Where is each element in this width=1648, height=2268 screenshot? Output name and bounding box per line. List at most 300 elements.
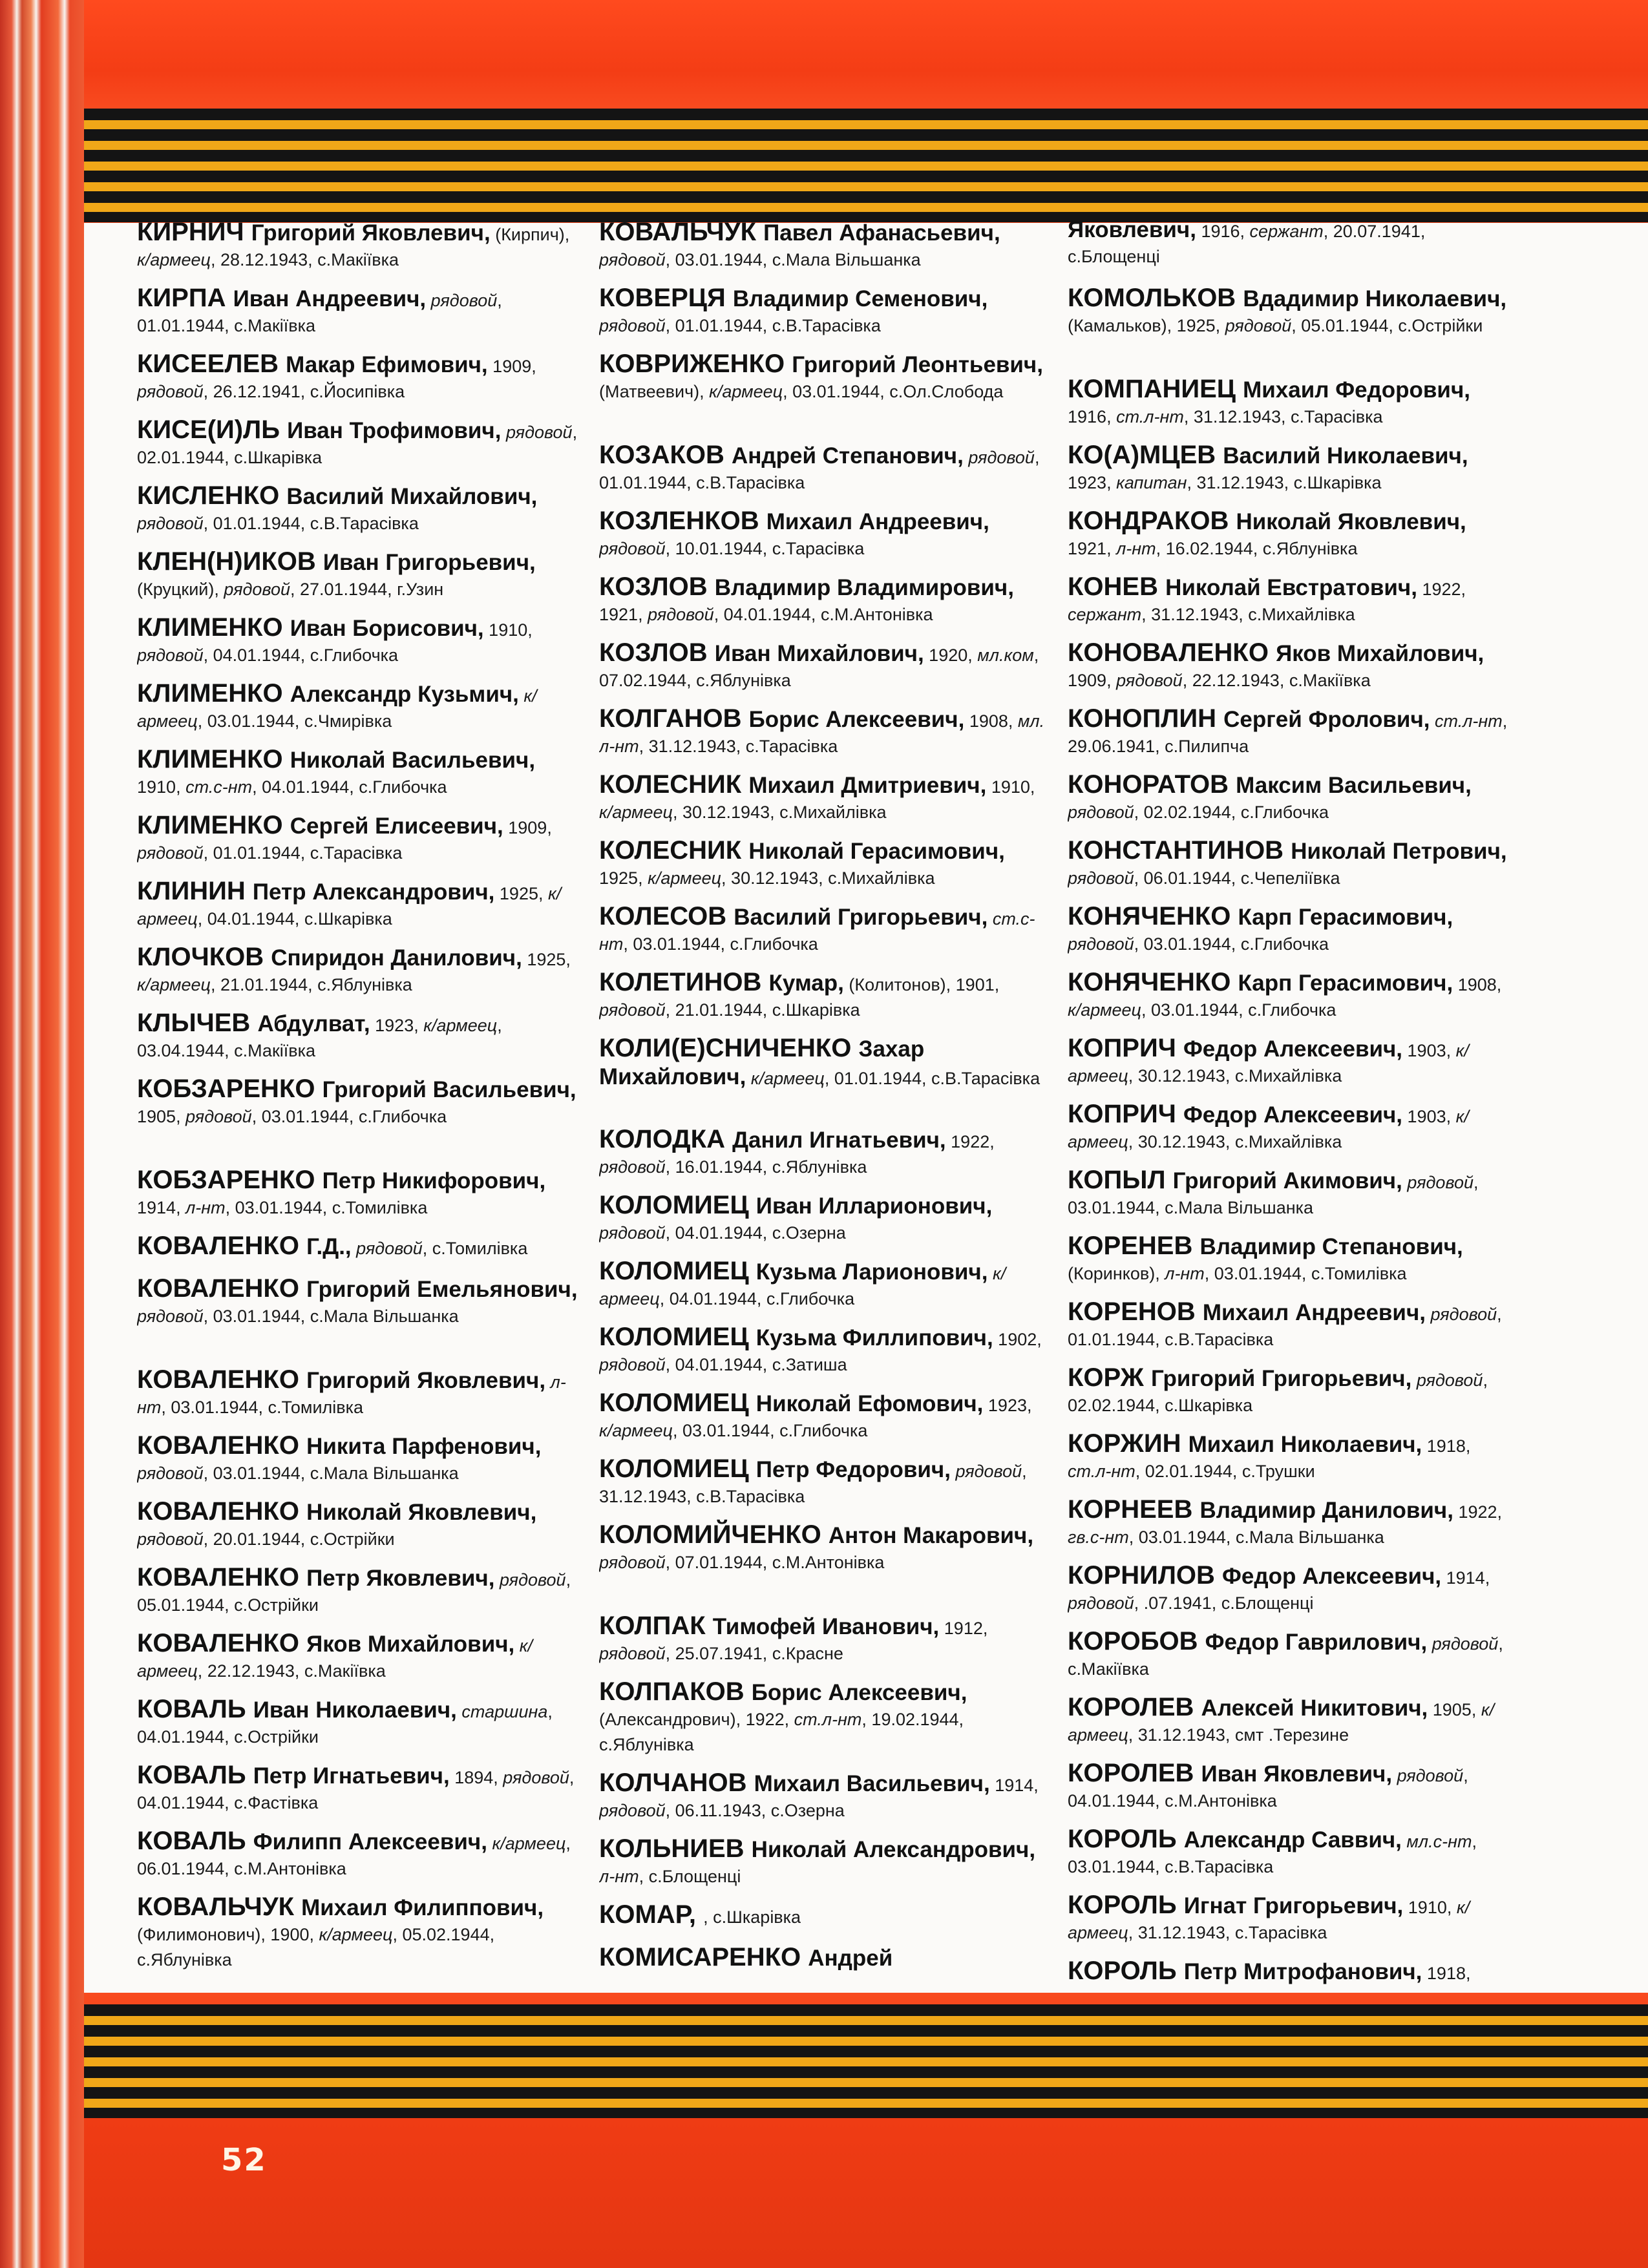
given-names: Михаил Николаевич, xyxy=(1188,1432,1422,1457)
list-item xyxy=(599,1833,1045,1887)
person-details: 1909, рядовой, 01.01.1944, с.Тарасівка xyxy=(137,818,552,863)
list-item xyxy=(599,967,1045,1021)
person-details: рядовой, 01.01.1944, с.В.Тарасівка xyxy=(599,448,1040,492)
person-name xyxy=(137,350,488,378)
column-1 xyxy=(137,216,583,1982)
given-names: Никита Парфенович, xyxy=(306,1434,542,1459)
surname: КЛИМЕНКО xyxy=(137,613,290,642)
list-item xyxy=(599,571,1045,625)
person-name xyxy=(1068,217,1196,242)
person-name xyxy=(1068,1429,1422,1458)
person-details: 1902, рядовой, 04.01.1944, с.Затиша xyxy=(599,1330,1042,1374)
person-name xyxy=(137,811,503,839)
given-names: Григорий Емельянович, xyxy=(306,1277,578,1302)
list-item xyxy=(137,1164,583,1219)
list-item xyxy=(137,1273,583,1352)
list-item xyxy=(1068,1164,1514,1219)
person-name xyxy=(137,1563,495,1591)
list-item xyxy=(1068,571,1514,625)
person-name xyxy=(1068,1166,1402,1194)
person-name xyxy=(1068,968,1453,996)
person-details: 1909, рядовой, 22.12.1943, с.Макіївка xyxy=(1068,671,1371,690)
person-name xyxy=(137,679,519,708)
list-item xyxy=(599,1676,1045,1756)
person-name xyxy=(137,1431,542,1460)
surname: КОРЖ xyxy=(1068,1363,1151,1392)
surname: КОМАР, xyxy=(599,1900,704,1929)
surname: КО(А)МЦЕВ xyxy=(1068,441,1223,469)
person-details: к/армеец, 01.01.1944, с.В.Тарасівка xyxy=(750,1069,1041,1088)
person-details: 1905, рядовой, 03.01.1944, с.Глибочка xyxy=(137,1107,447,1126)
list-item xyxy=(1068,1823,1514,1878)
given-names: Андрей Степанович, xyxy=(732,443,964,468)
surname: КОВАЛЬЧУК xyxy=(137,1893,302,1921)
surname: КОЛОМИЙЧЕНКО xyxy=(599,1520,829,1549)
person-name xyxy=(137,547,536,576)
surname: КЛОЧКОВ xyxy=(137,943,271,971)
given-names: Кузьма Ларионович, xyxy=(755,1259,988,1285)
person-details: 1918, xyxy=(1422,1964,1471,1983)
person-name xyxy=(137,284,427,312)
given-names: Николай Герасимович, xyxy=(748,839,1005,864)
list-item xyxy=(1068,901,1514,955)
st-george-ribbon-top xyxy=(0,109,1648,222)
person-name xyxy=(137,1009,370,1037)
person-name xyxy=(599,572,1014,601)
person-details: 1914, л-нт, 03.01.1944, с.Томилівка xyxy=(137,1198,428,1217)
surname: КОНСТАНТИНОВ xyxy=(1068,836,1291,865)
list-item xyxy=(137,744,583,798)
surname: КЛИМЕНКО xyxy=(137,679,290,708)
surname: КОПРИЧ xyxy=(1068,1034,1183,1062)
person-name xyxy=(137,1274,578,1303)
given-names: Василий Григорьевич, xyxy=(734,905,988,930)
given-names: Сергей Фролович, xyxy=(1223,707,1430,732)
list-item xyxy=(599,1124,1045,1178)
list-item xyxy=(599,769,1045,823)
person-details: рядовой, с.Макіївка xyxy=(1068,1634,1503,1679)
given-names: Иван Николаевич, xyxy=(253,1697,457,1723)
person-name xyxy=(137,1761,450,1789)
given-names: Иван Яковлевич, xyxy=(1201,1761,1393,1787)
surname: КОПЫЛ xyxy=(1068,1166,1173,1194)
given-names: Владимир Степанович, xyxy=(1199,1234,1463,1259)
person-name xyxy=(599,350,1043,378)
given-names: Карп Герасимович, xyxy=(1238,905,1453,930)
surname: КОЛПАК xyxy=(599,1612,713,1640)
person-name xyxy=(599,441,964,469)
person-name xyxy=(1068,638,1484,667)
person-details: рядовой, 01.01.1944, с.Макіївка xyxy=(137,291,502,335)
surname: КИСЛЕНКО xyxy=(137,481,287,510)
given-names: Владимир Семенович, xyxy=(732,286,988,311)
given-names: Алексей Никитович, xyxy=(1201,1696,1428,1721)
list-item xyxy=(137,216,583,271)
person-details: к/армеец, 04.01.1944, с.Глибочка xyxy=(599,1264,1006,1308)
list-item xyxy=(137,1562,583,1616)
given-names: Иван Борисович, xyxy=(290,616,484,641)
surname: КОРОЛЬ xyxy=(1068,1957,1184,1985)
person-name xyxy=(599,218,1000,246)
list-item xyxy=(137,414,583,468)
given-names: Михаил Филиппович, xyxy=(301,1895,544,1920)
person-details: 1916, сержант, 20.07.1941, с.Блощенці xyxy=(1068,222,1426,266)
given-names: Спиридон Данилович, xyxy=(271,945,522,971)
surname: КОЛЬНИЕВ xyxy=(599,1834,752,1863)
person-details: старшина, 04.01.1944, с.Острійки xyxy=(137,1702,553,1747)
person-name xyxy=(137,415,502,444)
surname: КОЛЧАНОВ xyxy=(599,1769,754,1797)
list-item xyxy=(599,1033,1045,1112)
person-name xyxy=(137,877,495,905)
given-names: Филипп Алексеевич, xyxy=(253,1829,487,1854)
person-details: рядовой, 10.01.1944, с.Тарасівка xyxy=(599,539,865,558)
surname: КОВАЛЬ xyxy=(137,1695,253,1723)
given-names: Николай Яковлевич, xyxy=(1236,509,1466,534)
surname: КОРОЛЬ xyxy=(1068,1891,1184,1919)
list-item xyxy=(599,1321,1045,1376)
person-details: рядовой, 02.02.1944, с.Шкарівка xyxy=(1068,1370,1488,1415)
person-name xyxy=(1068,1034,1403,1062)
person-details: 1914, рядовой, 06.11.1943, с.Озерна xyxy=(599,1776,1039,1820)
given-names: Федор Алексеевич, xyxy=(1183,1036,1403,1062)
list-item xyxy=(599,1387,1045,1442)
list-item xyxy=(599,505,1045,560)
person-details: 1914, рядовой, .07.1941, с.Блощенці xyxy=(1068,1568,1490,1613)
surname: КИРНИЧ xyxy=(137,218,251,246)
surname: КОМПАНИЕЦ xyxy=(1068,375,1243,403)
person-details: 1903, к/армеец, 30.12.1943, с.Михайлівка xyxy=(1068,1107,1469,1151)
surname: КОБЗАРЕНКО xyxy=(137,1075,322,1103)
person-details: 1918, ст.л-нт, 02.01.1944, с.Трушки xyxy=(1068,1436,1471,1481)
person-name xyxy=(137,1827,487,1855)
person-name xyxy=(137,1075,576,1103)
person-details: 1925, к/армеец, 21.01.1944, с.Яблунівка xyxy=(137,950,571,994)
list-item xyxy=(1068,1362,1514,1416)
surname: КОБЗАРЕНКО xyxy=(137,1166,322,1194)
person-name xyxy=(599,1769,990,1797)
given-names: Карп Герасимович, xyxy=(1238,971,1453,996)
surname: КОЛЕСНИК xyxy=(599,836,749,865)
surname: КОЛОМИЕЦ xyxy=(599,1191,756,1219)
person-name xyxy=(1068,1825,1402,1853)
person-details: 1920, мл.ком, 07.02.1944, с.Яблунівка xyxy=(599,646,1039,690)
person-details: 1916, ст.л-нт, 31.12.1943, с.Тарасівка xyxy=(1068,407,1383,426)
surname: КОВАЛЬЧУК xyxy=(599,218,764,246)
person-details: ст.с-нт, 03.01.1944, с.Глибочка xyxy=(599,909,1035,954)
given-names: Вдадимир Николаевич, xyxy=(1243,286,1507,311)
given-names: Григорий Григорьевич, xyxy=(1150,1366,1412,1391)
person-name xyxy=(599,1389,984,1417)
surname: КОВАЛЕНКО xyxy=(137,1232,307,1260)
person-details: рядовой, 01.01.1944, с.В.Тарасівка xyxy=(599,316,881,335)
list-item xyxy=(1068,1889,1514,1944)
person-details: (Коринков), л-нт, 03.01.1944, с.Томилівка xyxy=(1068,1264,1407,1283)
surname: КОРНЕЕВ xyxy=(1068,1495,1200,1524)
list-item xyxy=(137,348,583,403)
person-name xyxy=(1068,1759,1393,1787)
person-name xyxy=(599,1125,946,1153)
surname: КОВАЛЬ xyxy=(137,1761,253,1789)
surname: Яковлевич, xyxy=(1068,217,1196,242)
person-details: рядовой, 03.01.1944, с.Мала Вільшанка xyxy=(137,1307,459,1326)
person-name xyxy=(1068,1891,1404,1919)
person-details: рядовой, 02.02.1944, с.Глибочка xyxy=(1068,803,1329,822)
column-3 xyxy=(1068,216,1514,1998)
person-details: (Колитонов), 1901, рядовой, 21.01.1944, с.Шкарівка xyxy=(599,975,1000,1020)
person-details: 1908, к/армеец, 03.01.1944, с.Глибочка xyxy=(1068,975,1502,1020)
list-item xyxy=(599,901,1045,955)
given-names: Максим Васильевич, xyxy=(1236,773,1472,798)
person-details: 1894, рядовой, 04.01.1944, с.Фастівка xyxy=(137,1768,575,1812)
person-details: рядовой, 07.01.1944, с.М.Антонівка xyxy=(599,1553,885,1572)
given-names: Борис Алексеевич, xyxy=(751,1680,967,1705)
list-item xyxy=(137,1628,583,1682)
given-names: Григорий Леонтьевич, xyxy=(792,352,1043,377)
person-name xyxy=(137,1497,537,1526)
list-item xyxy=(137,546,583,600)
list-item xyxy=(599,1453,1045,1507)
person-details: рядовой, 03.01.1944, с.Глибочка xyxy=(1068,934,1329,954)
given-names: Александр Саввич, xyxy=(1183,1827,1402,1853)
person-name xyxy=(599,968,844,996)
surname: КОНЯЧЕНКО xyxy=(1068,968,1238,996)
given-names: Игнат Григорьевич, xyxy=(1183,1893,1404,1918)
surname: КОЛОМИЕЦ xyxy=(599,1323,756,1351)
list-item xyxy=(599,282,1045,337)
given-names: Петр Александрович, xyxy=(252,879,495,905)
person-name xyxy=(1068,1495,1453,1524)
person-name xyxy=(137,613,484,642)
list-item xyxy=(1068,835,1514,889)
person-details: 1921, рядовой, 04.01.1944, с.М.Антонівка xyxy=(599,605,933,624)
given-names: Николай Ефомович, xyxy=(755,1391,984,1416)
given-names: Василий Михайлович, xyxy=(286,484,538,509)
person-details: 1908, мл. л-нт, 31.12.1943, с.Тарасівка xyxy=(599,711,1045,756)
surname: КОВАЛЕНКО xyxy=(137,1497,307,1526)
surname: КОЛГАНОВ xyxy=(599,704,749,733)
surname: КОНДРАКОВ xyxy=(1068,507,1236,535)
person-name xyxy=(599,1257,988,1285)
person-name xyxy=(1068,441,1468,469)
surname: КОНЯЧЕНКО xyxy=(1068,902,1238,930)
book-binding-edge xyxy=(0,0,84,2268)
list-item xyxy=(599,1519,1045,1599)
list-item xyxy=(1068,1033,1514,1087)
list-item xyxy=(1068,1758,1514,1812)
surname: КОЛОМИЕЦ xyxy=(599,1257,756,1285)
person-details: 1910, к/армеец, 30.12.1943, с.Михайлівка xyxy=(599,777,1035,822)
surname: КЛИНИН xyxy=(137,877,253,905)
list-item xyxy=(599,835,1045,889)
given-names: Михаил Андреевич, xyxy=(1202,1300,1426,1325)
given-names: Григорий Яковлевич, xyxy=(306,1368,546,1393)
person-name xyxy=(137,1629,515,1657)
surname: КОРЖИН xyxy=(1068,1429,1188,1458)
given-names: Владимир Владимирович, xyxy=(714,575,1014,600)
list-item xyxy=(1068,1296,1514,1350)
list-item xyxy=(137,1496,583,1550)
person-name xyxy=(599,1454,951,1483)
person-details: 1912, рядовой, 25.07.1941, с.Красне xyxy=(599,1619,988,1663)
given-names: Николай Александрович, xyxy=(751,1837,1036,1862)
list-item xyxy=(1068,1230,1514,1285)
person-name xyxy=(1068,1297,1426,1326)
person-details: 1909, рядовой, 26.12.1941, с.Йосипівка xyxy=(137,357,536,401)
given-names: Петр Митрофанович, xyxy=(1183,1959,1422,1984)
given-names: Иван Григорьевич, xyxy=(322,550,536,575)
list-item xyxy=(1068,505,1514,560)
given-names: Михаил Васильевич, xyxy=(754,1771,990,1796)
list-item xyxy=(599,439,1045,494)
person-name xyxy=(1068,572,1417,601)
person-details: рядовой, 01.01.1944, с.В.Тарасівка xyxy=(137,514,419,533)
list-item xyxy=(599,348,1045,428)
person-details: 1923, к/армеец, 03.04.1944, с.Макіївка xyxy=(137,1016,502,1060)
person-details: к/армеец, 03.01.1944, с.Чмирівка xyxy=(137,686,537,731)
list-item xyxy=(1068,1560,1514,1614)
person-name xyxy=(1068,1232,1463,1260)
person-details: 1925, к/армеец, 04.01.1944, с.Шкарівка xyxy=(137,884,562,929)
person-name xyxy=(1068,375,1470,403)
person-name xyxy=(599,836,1005,865)
person-name xyxy=(599,638,924,667)
person-details: (Камальков), 1925, рядовой, 05.01.1944, с.Острійки xyxy=(1068,316,1483,335)
list-item xyxy=(599,1942,1045,1973)
given-names: Федор Гаврилович, xyxy=(1205,1630,1428,1655)
surname: КОРОЛЬ xyxy=(1068,1825,1184,1853)
list-item xyxy=(1068,282,1514,362)
surname: КОЛОМИЕЦ xyxy=(599,1389,756,1417)
person-details: мл.с-нт, 03.01.1944, с.В.Тарасівка xyxy=(1068,1832,1477,1876)
surname: КОВАЛЕНКО xyxy=(137,1274,307,1303)
list-item xyxy=(137,941,583,996)
given-names: Макар Ефимович, xyxy=(286,352,488,377)
surname: КИСЕ(И)ЛЬ xyxy=(137,415,288,444)
surname: КЛЕН(Н)ИКОВ xyxy=(137,547,323,576)
given-names: Иван Михайлович, xyxy=(714,641,924,666)
surname: КОРЕНОВ xyxy=(1068,1297,1203,1326)
list-item xyxy=(1068,1494,1514,1548)
given-names: Михаил Федорович, xyxy=(1243,377,1470,403)
person-name xyxy=(599,1943,893,1971)
given-names: Александр Кузьмич, xyxy=(290,682,519,707)
list-item xyxy=(599,637,1045,691)
given-names: Григорий Яковлевич, xyxy=(251,220,491,246)
given-names: Григорий Васильевич, xyxy=(322,1077,576,1102)
list-item xyxy=(599,1255,1045,1310)
person-name xyxy=(599,1612,940,1640)
list-item xyxy=(1068,703,1514,757)
list-item xyxy=(137,876,583,930)
person-name xyxy=(1068,284,1507,312)
person-details: 1922, рядовой, 16.01.1944, с.Яблунівка xyxy=(599,1132,995,1177)
person-details: рядовой, с.Томилівка xyxy=(356,1239,528,1258)
surname: КОВАЛЕНКО xyxy=(137,1629,307,1657)
given-names: Федор Алексеевич, xyxy=(1222,1564,1442,1589)
given-names: Николай Васильевич, xyxy=(290,748,536,773)
list-item xyxy=(599,1767,1045,1822)
surname: КОНОРАТОВ xyxy=(1068,770,1236,799)
person-details: ст.л-нт, 29.06.1941, с.Пилипча xyxy=(1068,711,1508,756)
given-names: Михаил Дмитриевич, xyxy=(748,773,987,798)
person-details: рядовой, 20.01.1944, с.Острійки xyxy=(137,1529,395,1549)
list-item xyxy=(137,810,583,864)
given-names: Антон Макарович, xyxy=(828,1523,1034,1548)
person-details: 1921, л-нт, 16.02.1944, с.Яблунівка xyxy=(1068,539,1358,558)
surname: КОРОБОВ xyxy=(1068,1627,1205,1655)
surname: КОНОВАЛЕНКО xyxy=(1068,638,1276,667)
person-name xyxy=(599,507,989,535)
given-names: Борис Алексеевич, xyxy=(748,707,965,732)
person-details: рядовой, 31.12.1943, с.В.Тарасівка xyxy=(599,1462,1027,1506)
person-name xyxy=(1068,1100,1403,1128)
person-details: к/армеец, 06.01.1944, с.М.Антонівка xyxy=(137,1834,571,1878)
list-item xyxy=(137,282,583,337)
surname: КОПРИЧ xyxy=(1068,1100,1183,1128)
list-item xyxy=(137,1825,583,1880)
list-item xyxy=(1068,373,1514,428)
person-details: рядовой, 05.01.1944, с.Острійки xyxy=(137,1570,571,1615)
surname: КИРПА xyxy=(137,284,233,312)
list-item xyxy=(1068,216,1514,271)
list-item xyxy=(137,1430,583,1484)
person-name xyxy=(599,1323,993,1351)
list-item xyxy=(1068,1692,1514,1746)
given-names: Владимир Данилович, xyxy=(1199,1498,1453,1523)
surname: КОЛОМИЕЦ xyxy=(599,1454,756,1483)
surname: КОЛПАКОВ xyxy=(599,1677,752,1706)
list-item xyxy=(137,678,583,732)
list-item xyxy=(1068,967,1514,1021)
person-name xyxy=(137,943,522,971)
person-details: (Кирпич), к/армеец, 28.12.1943, с.Макіївка xyxy=(137,225,570,269)
list-item xyxy=(1068,1626,1514,1680)
person-details: (Матвеевич), к/армеец, 03.01.1944, с.Ол.Слобода xyxy=(599,382,1004,401)
given-names: Петр Никифорович, xyxy=(322,1168,546,1193)
given-names: Николай Яковлевич, xyxy=(306,1500,537,1525)
person-name xyxy=(137,1365,546,1394)
list-item xyxy=(1068,1955,1514,1986)
list-item xyxy=(599,703,1045,757)
given-names: Иван Андреевич, xyxy=(233,286,427,311)
given-names: Василий Николаевич, xyxy=(1223,443,1468,468)
person-details: , с.Шкарівка xyxy=(703,1907,801,1927)
list-item xyxy=(1068,439,1514,494)
list-item xyxy=(1068,1098,1514,1153)
surname: КОНЕВ xyxy=(1068,572,1166,601)
given-names: Андрей xyxy=(808,1946,893,1971)
list-item xyxy=(599,1610,1045,1664)
person-details: рядовой, 04.01.1944, с.Озерна xyxy=(599,1223,846,1243)
person-name xyxy=(599,1677,967,1706)
surname: КОМИСАРЕНКО xyxy=(599,1943,808,1971)
list-item xyxy=(137,1364,583,1418)
list-item xyxy=(137,1694,583,1748)
person-name xyxy=(1068,1363,1412,1392)
person-name xyxy=(1068,507,1466,535)
given-names: Михаил Андреевич, xyxy=(766,509,989,534)
person-details: 1923, к/армеец, 03.01.1944, с.Глибочка xyxy=(599,1396,1032,1440)
person-details: рядовой, 03.01.1944, с.Мала Вільшанка xyxy=(599,250,921,269)
person-name xyxy=(1068,770,1472,799)
given-names: Николай Евстратович, xyxy=(1165,575,1417,600)
surname: КИСЕЕЛЕВ xyxy=(137,350,286,378)
person-name xyxy=(1068,1561,1442,1590)
person-name xyxy=(1068,1693,1428,1721)
given-names: Григорий Акимович, xyxy=(1172,1168,1402,1193)
list-item xyxy=(137,1073,583,1153)
